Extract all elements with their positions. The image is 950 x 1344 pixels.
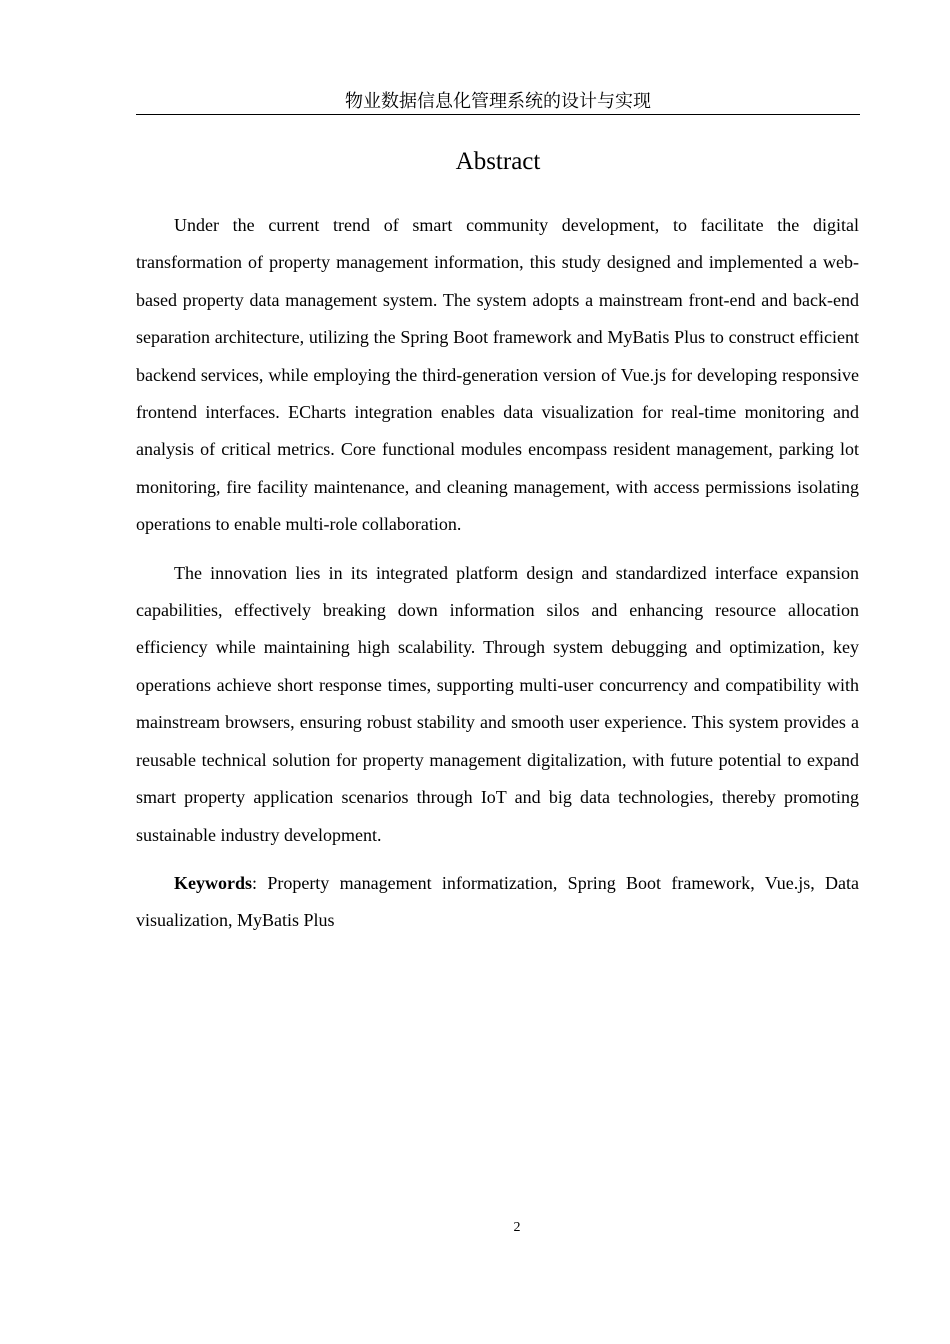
page-title: Abstract bbox=[455, 148, 541, 175]
abstract-paragraph-2: The innovation lies in its integrated platform design and standardized interface expansion capabilities, effectively breaking down information silos and enhancing resource allocation efficiency while maintaining high scalability. Through system debugging and optimization, key operations achieve short response times, supporting multi-user concurrency and compatibility with mainstream browsers, ensuring robust stability and smooth user experience. This system provides a reusable technical solution for property management digitalization, with future potential to expand smart property application scenarios through IoT and big data technologies, thereby promoting sustainable industry development. bbox=[136, 562, 859, 845]
abstract-paragraph-1: Under the current trend of smart community development, to facilitate the digital transformation of property management information, this study designed and implemented a web-based property data management system. The system adopts a mainstream front-end and back-end separation architecture, utilizing the Spring Boot framework and MyBatis Plus to construct efficient backend services, while employing the third-generation version of Vue.js for developing responsive frontend interfaces. ECharts integration enables data visualization for real-time monitoring and analysis of critical metrics. Core functional modules encompass resident management, parking lot monitoring, fire facility maintenance, and cleaning management, with access permissions isolating operations to enable multi-role collaboration. bbox=[136, 215, 859, 535]
running-header: 物业数据信息化管理系统的设计与实现 bbox=[136, 90, 860, 115]
keywords-paragraph bbox=[136, 865, 859, 940]
page-number: 2 bbox=[513, 1220, 521, 1235]
keywords-text: : Property management informatization, Spring Boot framework, Vue.js, Data visualization, MyBatis Plus bbox=[136, 872, 859, 931]
abstract-body bbox=[136, 207, 859, 951]
keywords-label: Keywords bbox=[174, 872, 252, 893]
